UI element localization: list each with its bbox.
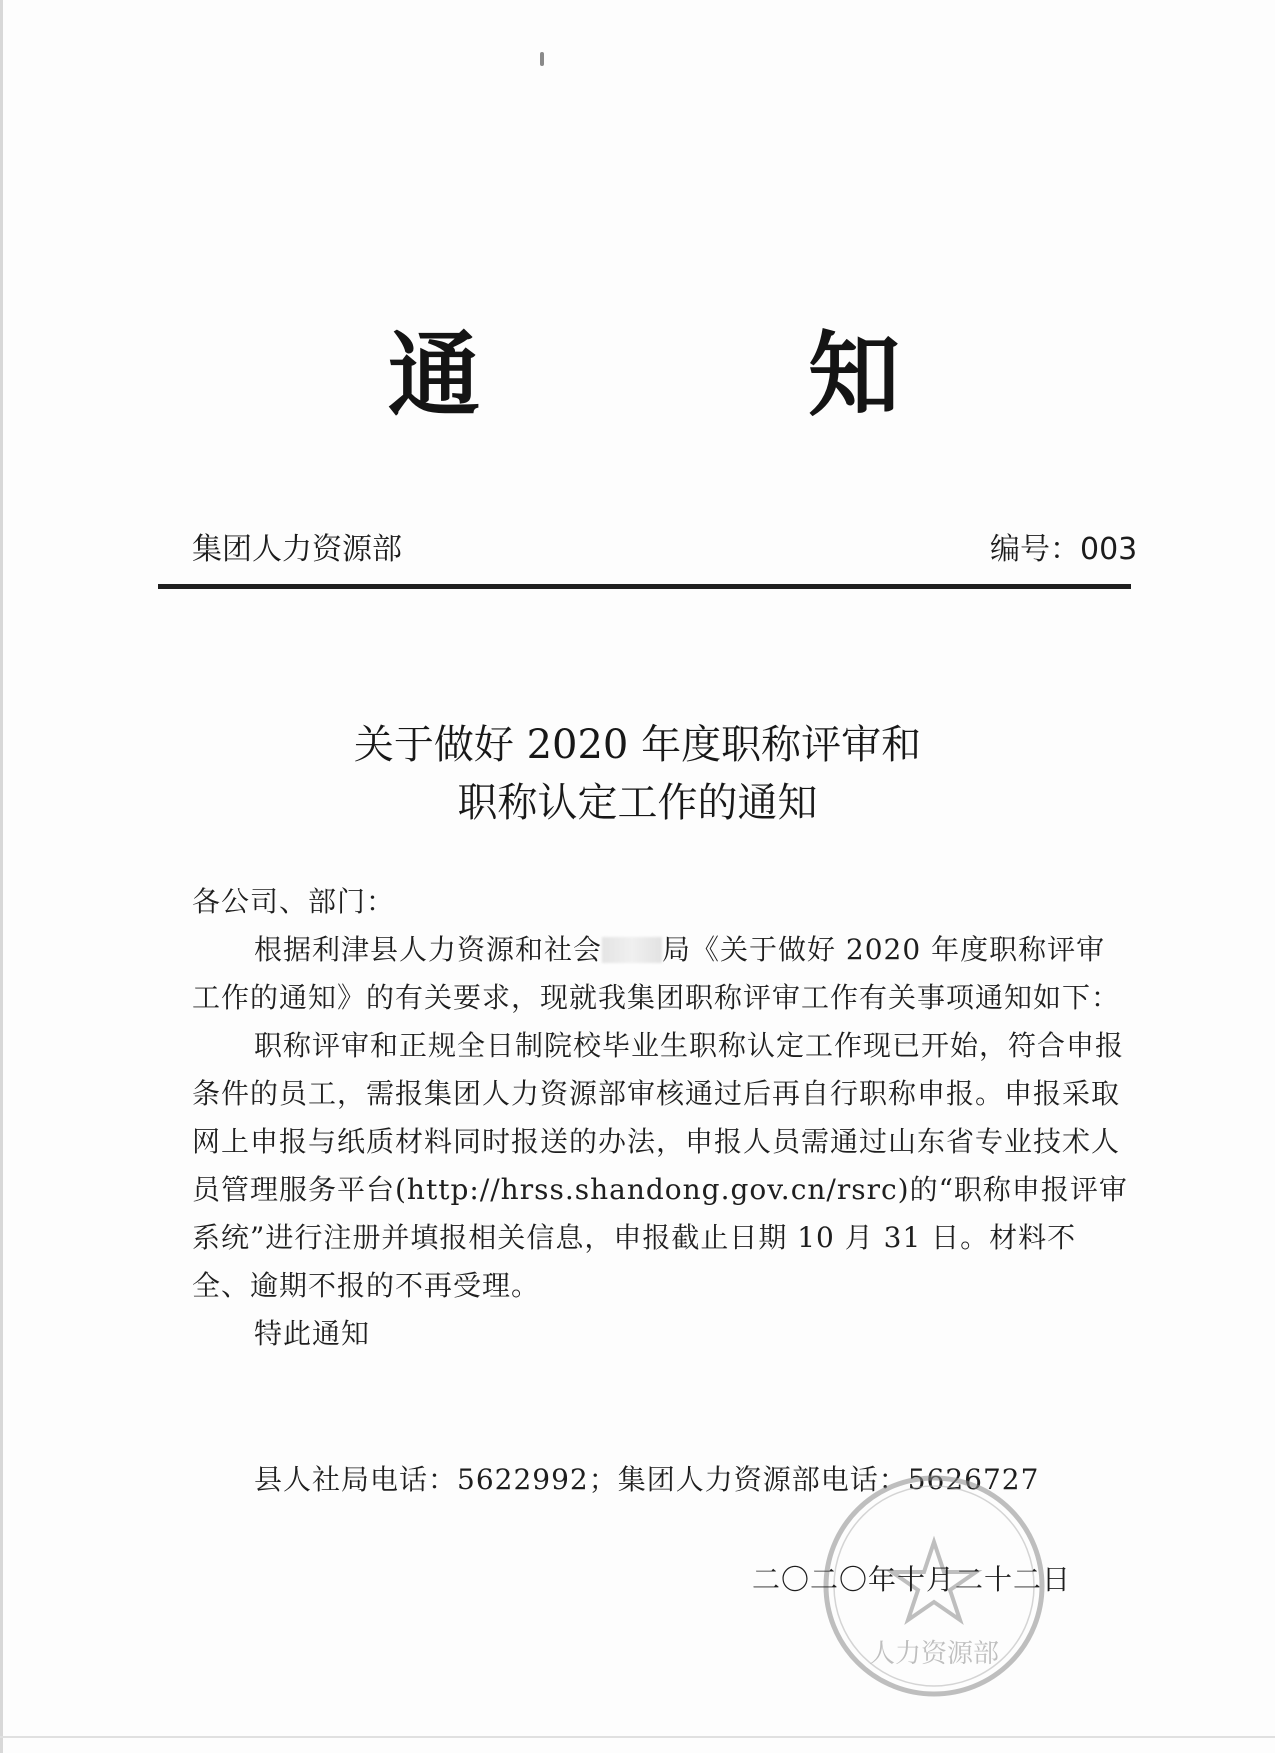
issue-date: 二〇二〇年十月二十二日 — [752, 1563, 1072, 1596]
scan-bottom-edge — [0, 1736, 1275, 1738]
document-number: 编号：003 — [990, 532, 1138, 567]
seal-bottom-text: 人力资源部 — [868, 1639, 1000, 1669]
header-char-1: 通 — [388, 321, 481, 429]
paragraph-1-part-a: 根据利津县人力资源和社会 — [254, 933, 603, 966]
header-rule — [158, 584, 1131, 589]
scan-speck — [540, 52, 544, 66]
salutation: 各公司、部门： — [192, 885, 396, 918]
paragraph-2: 职称评审和正规全日制院校毕业生职称认定工作现已开始，符合申报条件的员工，需报集团人力资源部审核通过后再自行职称申报。申报采取网上申报与纸质材料同时报送的办法，申报人员需通过山东省专业技术人员管理服务平台(http://hrss.shandong.gov.cn/rsrc)的“职称申报评审系统”进行注册并填报相关信息，申报截止日期 10 月 31 日。材料不全、逾期不报的不再受理。 — [192, 1029, 1128, 1302]
document-body — [192, 878, 1130, 1358]
header-char-2: 知 — [808, 321, 901, 429]
notice-header — [0, 320, 1275, 430]
document-title — [0, 716, 1275, 832]
title-line-2: 职称认定工作的通知 — [457, 780, 818, 826]
closing-line: 特此通知 — [254, 1317, 371, 1350]
scan-left-edge — [0, 0, 3, 1753]
contact-phones: 县人社局电话：5622992；集团人力资源部电话：5626727 — [254, 1463, 1040, 1496]
title-line-1: 关于做好 2020 年度职称评审和 — [353, 722, 922, 768]
redacted-text — [602, 937, 662, 963]
paragraph-1-part-b: 局《关于做好 2020 年度职称评审工作的通知》的有关要求，现就我集团职称评审工作有关事项通知如下： — [192, 933, 1121, 1014]
paragraph-1 — [192, 926, 1130, 1022]
issuer-department: 集团人力资源部 — [192, 532, 402, 567]
